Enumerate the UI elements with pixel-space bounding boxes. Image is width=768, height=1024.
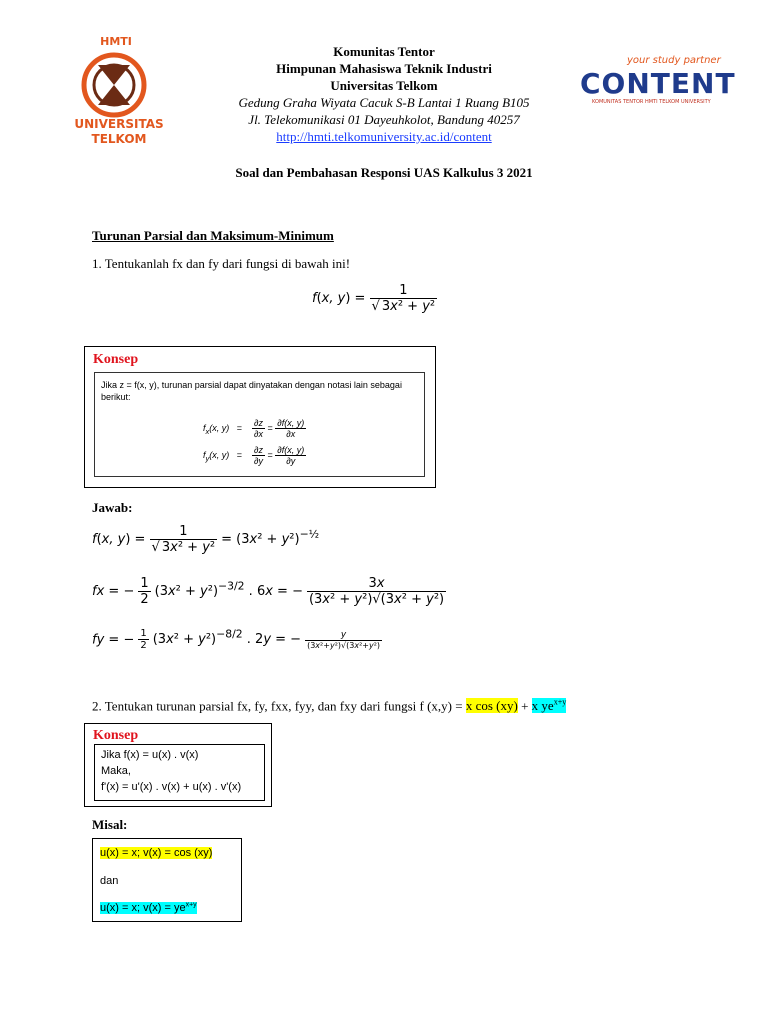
header-community: Komunitas Tentor bbox=[333, 44, 435, 59]
misal-label: Misal: bbox=[92, 817, 128, 832]
q2-term-1: x cos (xy) bbox=[465, 698, 518, 714]
misal-box bbox=[92, 838, 242, 922]
misal-line-2: u(x) = x; $v(x) = ye^{x+y}$ bbox=[100, 901, 197, 914]
question-2-text bbox=[92, 698, 566, 714]
rule-line-3: f'(x) = u'(x) . v(x) + u(x) . v'(x) bbox=[101, 781, 242, 793]
rule-line-1: Jika f(x) = u(x) . v(x) bbox=[101, 749, 199, 761]
jawab-label: Jawab: bbox=[92, 500, 133, 515]
logo-subtext: KOMUNITAS TENTOR HMTI TELKOM UNIVERSITY bbox=[592, 99, 711, 105]
logo-bottom-text-1: UNIVERSITAS bbox=[74, 117, 164, 131]
rule-line-2: Maka, bbox=[101, 765, 131, 777]
content-logo bbox=[572, 55, 736, 115]
konsep-box-2 bbox=[84, 723, 272, 807]
konsep-definition-panel bbox=[94, 372, 425, 477]
konsep-label-1: Konsep bbox=[93, 352, 139, 367]
document-title: Soal dan Pembahasan Responsi UAS Kalkulus 3 2021 bbox=[235, 165, 533, 180]
header-address: Jl. Telekomunikasi 01 Dayeuhkolot, Bandung 40257 bbox=[248, 112, 520, 127]
q2-term-2: x $ye^{x+y}$ bbox=[531, 698, 567, 714]
answer-line-fx: fx = − $\frac{1}{2}$ $(3x^2 + y^2)^{-3/2}$ . 6x = − $\frac{3x}{\text{(3x² + y²)√(3x² + y²)}}$ bbox=[92, 576, 445, 607]
question-1-text: 1. Tentukanlah fx dan fy dari fungsi di bawah ini! bbox=[92, 256, 351, 271]
section-title: Turunan Parsial dan Maksimum-Minimum bbox=[92, 228, 334, 243]
konsep-label-2: Konsep bbox=[93, 728, 139, 743]
konsep-definition-text: Jika z = f(x, y), turunan parsial dapat dinyatakan dengan notasi lain sebagai berikut: bbox=[101, 380, 402, 402]
header-link[interactable]: http://hmti.telkomuniversity.ac.id/content bbox=[276, 129, 492, 144]
product-rule-panel bbox=[94, 744, 265, 801]
notation-fx: $f_x(x$, y) = $\frac{\partial z}{\partial x}$ = $\frac{\partial f(x, y)}{\partial x}$ bbox=[203, 418, 305, 439]
logo-tagline: your study partner bbox=[627, 55, 721, 66]
header-block bbox=[200, 43, 568, 145]
answer-line-1: f(x, y) = $\frac{1}{\text{√ 3x² + y²}}$ = $(3x^2 + y^2)^{-\frac{1}{2}}$ bbox=[92, 524, 320, 555]
q1-function-formula: f(x, y) = $\frac{1}{\text{√ 3x² + y²}}$ bbox=[312, 283, 436, 314]
notation-fy: $f_y(x$, y) = $\frac{\partial z}{\partial y}$ = $\frac{\partial f(x, y)}{\partial y}$ bbox=[203, 445, 305, 466]
misal-dan: dan bbox=[100, 875, 119, 887]
logo-top-text: HMTI bbox=[100, 35, 132, 48]
header-association: Himpunan Mahasiswa Teknik Industri bbox=[276, 61, 492, 76]
q2-plus: + bbox=[517, 698, 532, 714]
header-building: Gedung Graha Wiyata Cacuk S-B Lantai 1 Ruang B105 bbox=[238, 95, 530, 110]
misal-line-1: u(x) = x; v(x) = cos (xy) bbox=[100, 847, 213, 859]
header-university: Universitas Telkom bbox=[330, 78, 438, 93]
answer-line-fy: fy = − $\frac{1}{2}$ $(3x^2 + y^2)^{-8/2}$ . 2y = − $\frac{y}{\text{(3x²+y²)√(3x²+y²)}}$ bbox=[92, 628, 381, 652]
logo-wordmark: CONTENT bbox=[580, 67, 736, 100]
konsep-box-1 bbox=[84, 346, 436, 488]
logo-bottom-text-2: TELKOM bbox=[91, 132, 147, 146]
hmti-telkom-logo bbox=[70, 35, 176, 153]
q2-prefix: 2. Tentukan turunan parsial fx, fy, fxx, fyy, dan fxy dari fungsi f (x,y) = bbox=[92, 698, 466, 714]
